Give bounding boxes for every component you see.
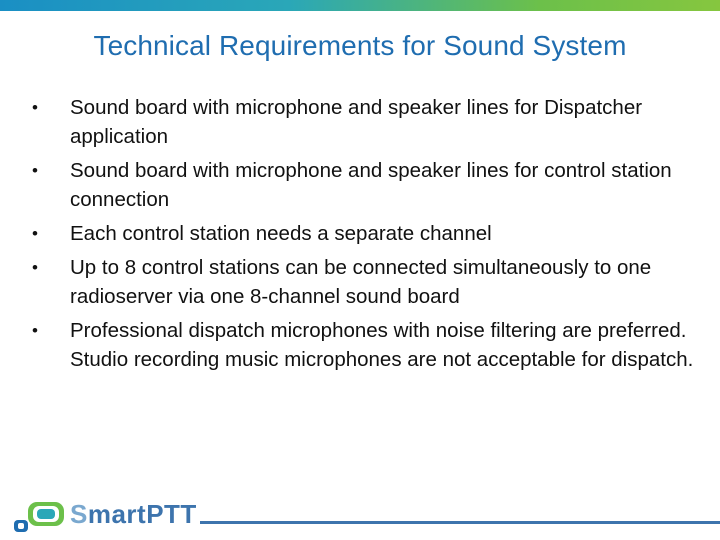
top-gradient-bar [0,0,720,11]
bullet-text: Sound board with microphone and speaker lines for Dispatcher application [70,96,643,148]
smartptt-logo-icon [8,500,68,536]
bullet-dot-icon: • [32,224,38,243]
bullet-item [28,316,696,374]
footer [0,496,720,540]
bullet-item [28,156,696,214]
bullet-text: Sound board with microphone and speaker lines for control station connection [70,159,672,211]
bullet-text: Each control station needs a separate channel [70,222,492,245]
bullet-text: Professional dispatch microphones with noise filtering are preferred. Studio recording music microphones are not acceptable for dispatch. [70,319,694,371]
logo-core-shape [37,509,55,519]
bullet-dot-icon: • [32,98,38,117]
bullet-list [28,93,696,379]
bullet-item [28,93,696,151]
smartptt-logo-text [70,499,197,530]
logo-small-cutout [18,523,24,529]
bullet-dot-icon: • [32,161,38,180]
logo-prefix: S [70,499,88,529]
logo-rest: martPTT [87,499,197,529]
bullet-item [28,219,696,248]
bullet-text: Up to 8 control stations can be connected simultaneously to one radioserver via one 8-channel sound board [70,256,652,308]
bullet-dot-icon: • [32,321,38,340]
slide-title: Technical Requirements for Sound System [93,30,627,61]
footer-rule [200,521,720,524]
bullet-item [28,253,696,311]
bullet-dot-icon: • [32,258,38,277]
